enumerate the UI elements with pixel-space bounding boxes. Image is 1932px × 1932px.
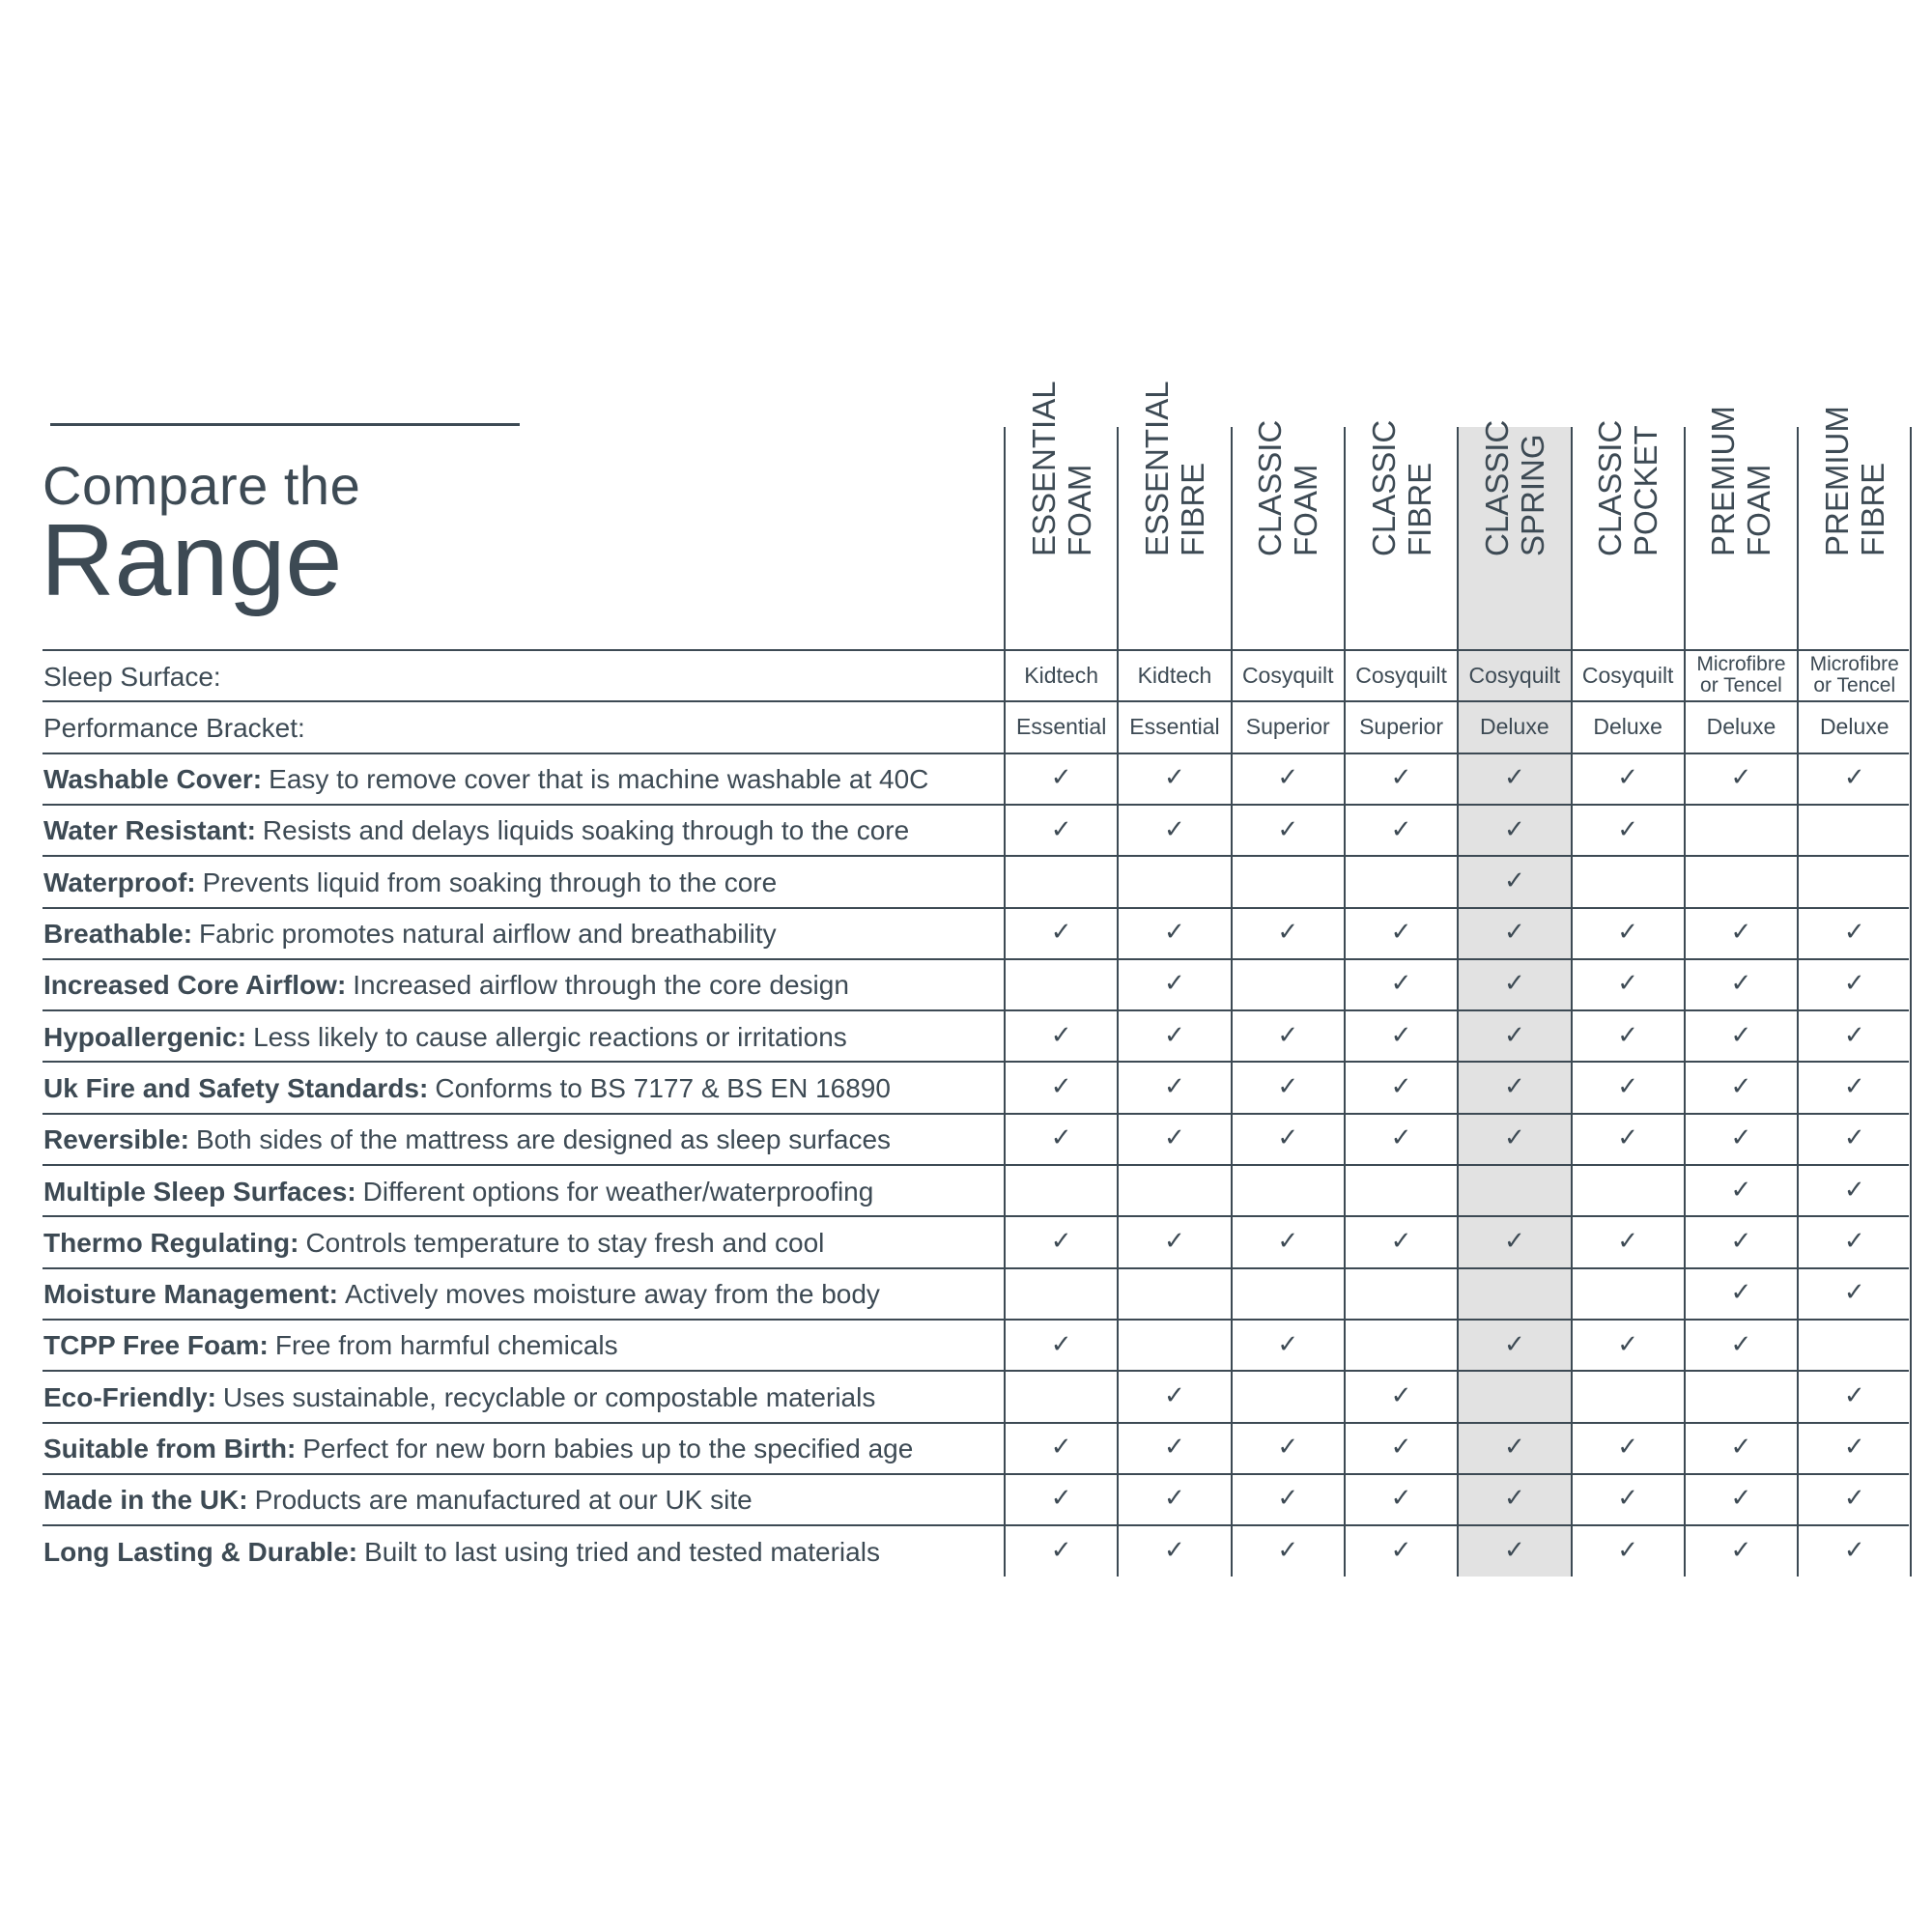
- feature-description: Increased airflow through the core design: [353, 970, 849, 1001]
- column-header: [1118, 381, 1231, 628]
- feature-description: Different options for weather/waterproofing: [362, 1176, 874, 1207]
- check-mark-icon: ✓: [1503, 1433, 1525, 1463]
- check-mark-icon: ✓: [1390, 1020, 1412, 1050]
- empty-cell: [1345, 1321, 1458, 1368]
- check-mark-icon: ✓: [1164, 969, 1185, 999]
- check-mark-icon: ✓: [1730, 1175, 1752, 1205]
- column-header-line1: CLASSIC: [1365, 419, 1402, 556]
- column-header-label: [1819, 406, 1890, 556]
- check-mark-icon: ✓: [1050, 1329, 1072, 1359]
- check-mark-icon: ✓: [1164, 1484, 1185, 1514]
- feature-description: Products are manufactured at our UK site: [254, 1485, 753, 1516]
- column-header-line1: ESSENTIAL: [1025, 381, 1062, 556]
- feature-name: Reversible:: [43, 1124, 189, 1155]
- check-mark-icon: ✓: [1164, 1433, 1185, 1463]
- performance_bracket-value: Deluxe: [1706, 713, 1776, 739]
- feature-row-label: [43, 1217, 824, 1268]
- feature-description: Resists and delays liquids soaking through to the core: [262, 815, 910, 846]
- empty-cell: [1798, 857, 1911, 904]
- check-mark-icon: ✓: [1277, 1123, 1299, 1153]
- column-header-line1: PREMIUM: [1818, 406, 1855, 556]
- check-mark-icon: ✓: [1730, 918, 1752, 948]
- check-mark-icon: ✓: [1164, 1535, 1185, 1565]
- check-mark-icon: ✓: [1277, 1484, 1299, 1514]
- check-mark-icon: ✓: [1617, 918, 1639, 948]
- empty-cell: [1572, 1166, 1685, 1213]
- check-mark-icon: ✓: [1390, 1484, 1412, 1514]
- column-header-label: [1479, 420, 1550, 556]
- check-mark-icon: ✓: [1617, 1226, 1639, 1256]
- top-rule: [50, 423, 520, 426]
- feature-description: Fabric promotes natural airflow and breathability: [199, 919, 777, 949]
- feature-name: Breathable:: [43, 919, 193, 949]
- check-mark-icon: ✓: [1050, 918, 1072, 948]
- empty-cell: [1685, 806, 1798, 853]
- feature-name: Water Resistant:: [43, 815, 256, 846]
- check-mark-icon: ✓: [1277, 918, 1299, 948]
- check-mark-icon: ✓: [1617, 814, 1639, 844]
- feature-row-label: [43, 1475, 753, 1526]
- check-mark-icon: ✓: [1277, 1020, 1299, 1050]
- check-mark-icon: ✓: [1730, 969, 1752, 999]
- column-header: [1005, 381, 1118, 628]
- feature-name: Long Lasting & Durable:: [43, 1536, 358, 1567]
- column-header-line2: FIBRE: [1174, 462, 1210, 556]
- check-mark-icon: ✓: [1050, 814, 1072, 844]
- sleep_surface-value: Kidtech: [1137, 662, 1212, 688]
- check-mark-icon: ✓: [1503, 814, 1525, 844]
- column-header-line2: FIBRE: [1401, 462, 1437, 556]
- feature-name: Made in the UK:: [43, 1485, 248, 1516]
- check-mark-icon: ✓: [1390, 1380, 1412, 1410]
- check-mark-icon: ✓: [1843, 763, 1865, 793]
- feature-row-label: [43, 1115, 891, 1166]
- column-header-line2: FOAM: [1061, 464, 1097, 556]
- column-header-label: [1705, 406, 1776, 556]
- column-header-label: [1252, 420, 1323, 556]
- empty-cell: [1458, 1269, 1571, 1317]
- feature-description: Free from harmful chemicals: [274, 1330, 618, 1361]
- check-mark-icon: ✓: [1617, 969, 1639, 999]
- check-mark-icon: ✓: [1617, 1329, 1639, 1359]
- check-mark-icon: ✓: [1503, 1535, 1525, 1565]
- sleep_surface-value: Cosyquilt: [1355, 662, 1447, 688]
- check-mark-icon: ✓: [1843, 1278, 1865, 1308]
- performance_bracket-value: Deluxe: [1819, 713, 1889, 739]
- column-header-line1: ESSENTIAL: [1138, 381, 1175, 556]
- check-mark-icon: ✓: [1503, 763, 1525, 793]
- feature-description: Conforms to BS 7177 & BS EN 16890: [435, 1072, 891, 1103]
- check-mark-icon: ✓: [1843, 1226, 1865, 1256]
- empty-cell: [1458, 1372, 1571, 1419]
- check-mark-icon: ✓: [1390, 969, 1412, 999]
- check-mark-icon: ✓: [1050, 1123, 1072, 1153]
- feature-row-label: [43, 1424, 913, 1475]
- check-mark-icon: ✓: [1050, 1020, 1072, 1050]
- check-mark-icon: ✓: [1164, 763, 1185, 793]
- empty-cell: [1685, 857, 1798, 904]
- empty-cell: [1005, 857, 1118, 904]
- feature-description: Uses sustainable, recyclable or compostable materials: [222, 1381, 876, 1412]
- check-mark-icon: ✓: [1503, 1123, 1525, 1153]
- column-header-label: [1592, 420, 1663, 556]
- check-mark-icon: ✓: [1843, 1123, 1865, 1153]
- check-mark-icon: ✓: [1843, 1484, 1865, 1514]
- performance_bracket-value: Deluxe: [1480, 713, 1549, 739]
- check-mark-icon: ✓: [1390, 763, 1412, 793]
- column-header-line2: SPRING: [1514, 434, 1550, 556]
- empty-cell: [1005, 1269, 1118, 1317]
- column-header: [1345, 419, 1458, 628]
- check-mark-icon: ✓: [1277, 1433, 1299, 1463]
- title-compare: Compare the: [43, 455, 361, 516]
- empty-cell: [1005, 1166, 1118, 1213]
- check-mark-icon: ✓: [1843, 1380, 1865, 1410]
- sleep_surface-value: Cosyquilt: [1241, 662, 1334, 688]
- sleep_surface-value: Kidtech: [1024, 662, 1098, 688]
- empty-cell: [1572, 857, 1685, 904]
- feature-name: Suitable from Birth:: [43, 1434, 297, 1463]
- feature-row-label: [43, 806, 909, 857]
- check-mark-icon: ✓: [1617, 1072, 1639, 1102]
- column-header: [1232, 419, 1345, 628]
- check-mark-icon: ✓: [1617, 763, 1639, 793]
- check-mark-icon: ✓: [1503, 1329, 1525, 1359]
- check-mark-icon: ✓: [1277, 763, 1299, 793]
- check-mark-icon: ✓: [1730, 1278, 1752, 1308]
- column-header-line1: CLASSIC: [1478, 419, 1515, 556]
- check-mark-icon: ✓: [1050, 1535, 1072, 1565]
- check-mark-icon: ✓: [1050, 1072, 1072, 1102]
- check-mark-icon: ✓: [1164, 1020, 1185, 1050]
- performance_bracket-label-text: Performance Bracket:: [43, 712, 305, 743]
- column-header-line2: FOAM: [1288, 464, 1324, 556]
- column-header-line1: PREMIUM: [1705, 406, 1742, 556]
- check-mark-icon: ✓: [1843, 918, 1865, 948]
- feature-description: Less likely to cause allergic reactions or irritations: [253, 1021, 847, 1052]
- empty-cell: [1345, 1166, 1458, 1213]
- check-mark-icon: ✓: [1730, 1020, 1752, 1050]
- check-mark-icon: ✓: [1277, 1329, 1299, 1359]
- feature-row-label: [43, 909, 777, 960]
- check-mark-icon: ✓: [1843, 1020, 1865, 1050]
- column-header-label: [1139, 381, 1210, 556]
- column-header-label: [1026, 381, 1097, 556]
- check-mark-icon: ✓: [1617, 1433, 1639, 1463]
- sleep_surface-value: Microfibre or Tencel: [1696, 652, 1786, 696]
- check-mark-icon: ✓: [1277, 1535, 1299, 1565]
- feature-description: Controls temperature to stay fresh and cool: [305, 1227, 825, 1258]
- empty-cell: [1005, 960, 1118, 1008]
- check-mark-icon: ✓: [1503, 918, 1525, 948]
- empty-cell: [1572, 1269, 1685, 1317]
- check-mark-icon: ✓: [1730, 1484, 1752, 1514]
- check-mark-icon: ✓: [1843, 969, 1865, 999]
- check-mark-icon: ✓: [1503, 1072, 1525, 1102]
- empty-cell: [1232, 1166, 1345, 1213]
- feature-name: Waterproof:: [43, 867, 196, 897]
- column-header: [1572, 419, 1685, 628]
- check-mark-icon: ✓: [1730, 1123, 1752, 1153]
- sleep_surface-value: Cosyquilt: [1468, 662, 1561, 688]
- check-mark-icon: ✓: [1617, 1123, 1639, 1153]
- feature-name: Uk Fire and Safety Standards:: [43, 1072, 429, 1103]
- check-mark-icon: ✓: [1730, 1226, 1752, 1256]
- feature-name: Multiple Sleep Surfaces:: [43, 1176, 356, 1207]
- check-mark-icon: ✓: [1617, 1484, 1639, 1514]
- feature-description: Easy to remove cover that is machine washable at 40C: [269, 764, 929, 795]
- feature-description: Both sides of the mattress are designed as sleep surfaces: [195, 1124, 892, 1155]
- sleep_surface-label: [43, 651, 221, 702]
- column-header: [1685, 406, 1798, 628]
- check-mark-icon: ✓: [1050, 1484, 1072, 1514]
- empty-cell: [1118, 1166, 1231, 1213]
- check-mark-icon: ✓: [1390, 1535, 1412, 1565]
- check-mark-icon: ✓: [1843, 1175, 1865, 1205]
- check-mark-icon: ✓: [1730, 1072, 1752, 1102]
- feature-row-label: [43, 1372, 875, 1423]
- feature-row-label: [43, 857, 777, 908]
- feature-name: Increased Core Airflow:: [43, 970, 347, 1001]
- feature-name: Washable Cover:: [43, 764, 263, 795]
- feature-name: Hypoallergenic:: [43, 1021, 247, 1052]
- feature-description: Prevents liquid from soaking through to the core: [202, 867, 778, 897]
- check-mark-icon: ✓: [1390, 1433, 1412, 1463]
- check-mark-icon: ✓: [1503, 866, 1525, 895]
- check-mark-icon: ✓: [1730, 1329, 1752, 1359]
- empty-cell: [1798, 806, 1911, 853]
- title-range: Range: [41, 503, 343, 617]
- performance_bracket-value: Superior: [1245, 713, 1330, 739]
- empty-cell: [1798, 1321, 1911, 1368]
- empty-cell: [1458, 1166, 1571, 1213]
- column-header-line2: FIBRE: [1854, 462, 1890, 556]
- empty-cell: [1118, 1269, 1231, 1317]
- column-header-label: [1366, 420, 1437, 556]
- empty-cell: [1232, 857, 1345, 904]
- check-mark-icon: ✓: [1617, 1020, 1639, 1050]
- column-header-line1: CLASSIC: [1252, 419, 1289, 556]
- feature-description: Actively moves moisture away from the body: [344, 1279, 880, 1310]
- check-mark-icon: ✓: [1050, 1433, 1072, 1463]
- check-mark-icon: ✓: [1277, 1072, 1299, 1102]
- empty-cell: [1345, 857, 1458, 904]
- column-header-line2: FOAM: [1741, 464, 1777, 556]
- feature-name: Moisture Management:: [43, 1279, 338, 1310]
- check-mark-icon: ✓: [1277, 814, 1299, 844]
- empty-cell: [1118, 1321, 1231, 1368]
- feature-name: TCPP Free Foam:: [43, 1330, 269, 1361]
- check-mark-icon: ✓: [1843, 1072, 1865, 1102]
- check-mark-icon: ✓: [1503, 969, 1525, 999]
- feature-row-label: [43, 1011, 847, 1063]
- check-mark-icon: ✓: [1390, 1072, 1412, 1102]
- check-mark-icon: ✓: [1164, 814, 1185, 844]
- empty-cell: [1118, 857, 1231, 904]
- column-header-line2: POCKET: [1628, 425, 1664, 556]
- check-mark-icon: ✓: [1050, 763, 1072, 793]
- check-mark-icon: ✓: [1164, 918, 1185, 948]
- check-mark-icon: ✓: [1164, 1072, 1185, 1102]
- feature-row-label: [43, 754, 928, 806]
- feature-description: Perfect for new born babies up to the specified age: [302, 1434, 914, 1463]
- check-mark-icon: ✓: [1390, 814, 1412, 844]
- feature-description: Built to last using tried and tested materials: [364, 1536, 880, 1567]
- check-mark-icon: ✓: [1843, 1535, 1865, 1565]
- check-mark-icon: ✓: [1730, 1535, 1752, 1565]
- sleep_surface-value: Microfibre or Tencel: [1809, 652, 1899, 696]
- empty-cell: [1572, 1372, 1685, 1419]
- column-header-line1: CLASSIC: [1592, 419, 1629, 556]
- check-mark-icon: ✓: [1277, 1226, 1299, 1256]
- empty-cell: [1232, 1269, 1345, 1317]
- feature-row-label: [43, 1526, 880, 1577]
- feature-row-label: [43, 1063, 891, 1114]
- check-mark-icon: ✓: [1617, 1535, 1639, 1565]
- feature-name: Eco-Friendly:: [43, 1381, 216, 1412]
- empty-cell: [1005, 1372, 1118, 1419]
- performance_bracket-value: Deluxe: [1593, 713, 1662, 739]
- check-mark-icon: ✓: [1503, 1226, 1525, 1256]
- performance_bracket-label: [43, 702, 305, 753]
- check-mark-icon: ✓: [1390, 1123, 1412, 1153]
- column-header: [1458, 419, 1571, 628]
- check-mark-icon: ✓: [1503, 1020, 1525, 1050]
- check-mark-icon: ✓: [1164, 1380, 1185, 1410]
- check-mark-icon: ✓: [1164, 1226, 1185, 1256]
- sleep_surface-value: Cosyquilt: [1581, 662, 1674, 688]
- feature-row-label: [43, 1321, 618, 1372]
- empty-cell: [1685, 1372, 1798, 1419]
- check-mark-icon: ✓: [1390, 1226, 1412, 1256]
- feature-name: Thermo Regulating:: [43, 1227, 299, 1258]
- empty-cell: [1345, 1269, 1458, 1317]
- check-mark-icon: ✓: [1050, 1226, 1072, 1256]
- check-mark-icon: ✓: [1503, 1484, 1525, 1514]
- check-mark-icon: ✓: [1730, 763, 1752, 793]
- check-mark-icon: ✓: [1843, 1433, 1865, 1463]
- empty-cell: [1232, 1372, 1345, 1419]
- column-header: [1798, 406, 1911, 628]
- performance_bracket-value: Essential: [1015, 713, 1107, 739]
- feature-row-label: [43, 1269, 880, 1321]
- sleep_surface-label-text: Sleep Surface:: [43, 661, 221, 692]
- feature-row-label: [43, 960, 849, 1011]
- empty-cell: [1232, 960, 1345, 1008]
- check-mark-icon: ✓: [1730, 1433, 1752, 1463]
- performance_bracket-value: Essential: [1129, 713, 1220, 739]
- performance_bracket-value: Superior: [1359, 713, 1443, 739]
- feature-row-label: [43, 1166, 873, 1217]
- check-mark-icon: ✓: [1164, 1123, 1185, 1153]
- check-mark-icon: ✓: [1390, 918, 1412, 948]
